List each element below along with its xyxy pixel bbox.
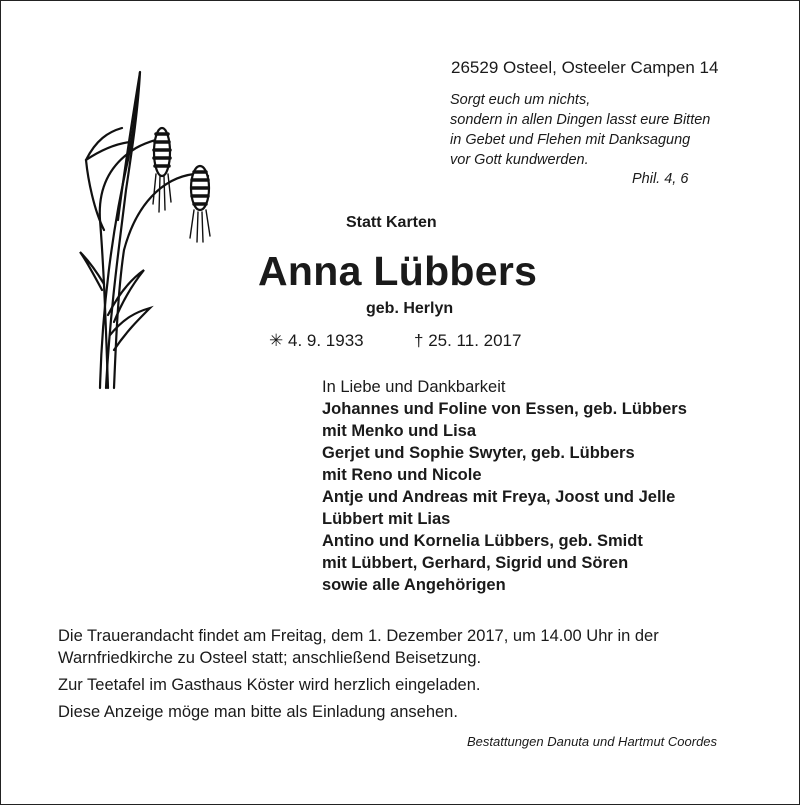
seed-head-1 [153, 128, 171, 212]
bible-verse [450, 90, 710, 170]
invitation-note: Diese Anzeige möge man bitte als Einladung ansehen. [58, 703, 458, 721]
seed-head-2 [190, 166, 210, 242]
address: 26529 Osteel, Osteeler Campen 14 [451, 58, 719, 77]
verse-line: vor Gott kundwerden. [450, 152, 589, 168]
mourner-line: mit Menko und Lisa [322, 422, 477, 440]
mourner-line: sowie alle Angehörigen [322, 576, 506, 594]
verse-line: sondern in allen Dingen lasst eure Bitten [450, 112, 711, 128]
mourner-line: Antje und Andreas mit Freya, Joost und Jelle [322, 488, 676, 506]
mourners-block [322, 376, 687, 596]
birth-star-icon: ✳ [269, 331, 284, 350]
mourner-line: mit Lübbert, Gerhard, Sigrid und Sören [322, 554, 629, 572]
grass-stalks-icon [78, 70, 228, 390]
service-notice: Die Trauerandacht findet am Freitag, dem 1. Dezember 2017, um 14.00 Uhr in der Warnfriedkirche zu Osteel statt; anschließend Beisetzung. [58, 627, 659, 667]
birth-date: 4. 9. 1933 [287, 331, 364, 350]
verse-reference: Phil. 4, 6 [632, 171, 689, 187]
deceased-name: Anna Lübbers [258, 248, 538, 294]
birth-name: geb. Herlyn [366, 300, 454, 317]
tea-invitation: Zur Teetafel im Gasthaus Köster wird herzlich eingeladen. [58, 676, 481, 694]
mourner-line: Johannes und Foline von Essen, geb. Lübbers [322, 400, 687, 418]
verse-line: Sorgt euch um nichts, [450, 92, 591, 108]
verse-line: in Gebet und Flehen mit Danksagung [450, 132, 691, 148]
funeral-home: Bestattungen Danuta und Hartmut Coordes [467, 734, 718, 749]
death-date: 25. 11. 2017 [428, 331, 522, 350]
death-cross-icon: † [414, 331, 424, 350]
mourner-line: Lübbert mit Lias [322, 510, 451, 528]
life-dates [269, 331, 522, 351]
mourner-line: Antino und Kornelia Lübbers, geb. Smidt [322, 532, 643, 550]
mourner-line: mit Reno und Nicole [322, 466, 482, 484]
statt-karten: Statt Karten [346, 214, 437, 231]
mourners-intro: In Liebe und Dankbarkeit [322, 378, 506, 396]
funeral-notices [58, 625, 778, 728]
mourner-line: Gerjet und Sophie Swyter, geb. Lübbers [322, 444, 635, 462]
